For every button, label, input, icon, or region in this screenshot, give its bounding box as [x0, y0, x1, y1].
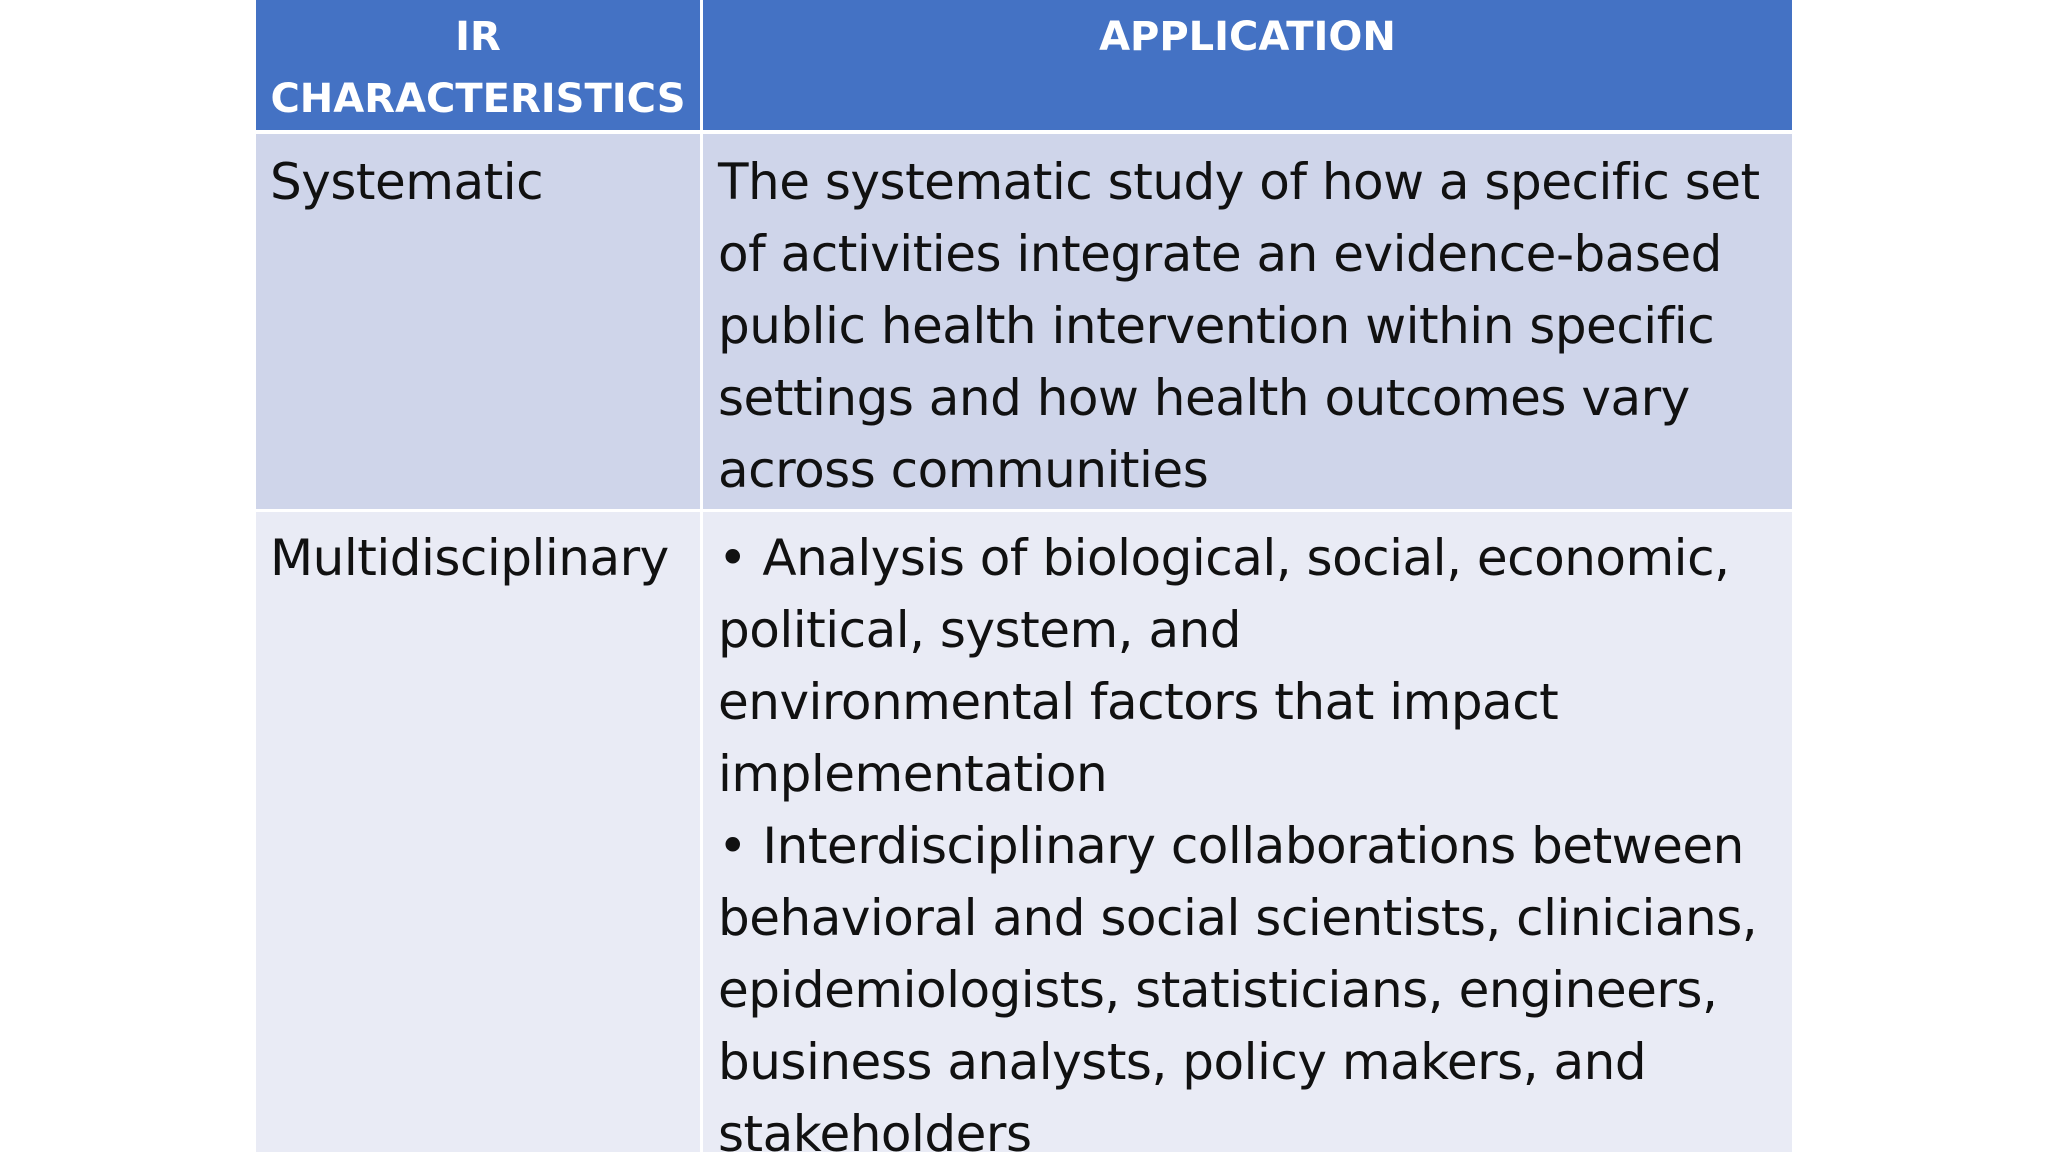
header-ir-characteristics [256, 0, 703, 134]
application-line: settings and how health outcomes vary [718, 369, 1690, 427]
application-line: epidemiologists, statisticians, engineers, [718, 961, 1718, 1019]
table-row-systematic [256, 134, 1792, 512]
application-line: The systematic study of how a specific set [718, 153, 1760, 211]
application-line: public health intervention within specific [718, 297, 1715, 355]
application-line: implementation [718, 745, 1108, 803]
header-ir-characteristics-line: CHARACTERISTICS [270, 76, 686, 122]
application-line: of activities integrate an evidence-based [718, 225, 1722, 283]
application-cell [703, 512, 1792, 1152]
characteristic-cell: Multidisciplinary [256, 512, 703, 1152]
application-cell [703, 134, 1792, 512]
application-line: stakeholders [718, 1105, 1032, 1152]
header-application: APPLICATION [703, 0, 1792, 134]
header-ir-characteristics-line: IR [455, 14, 501, 60]
application-line: • Interdisciplinary collaborations between [718, 817, 1744, 875]
application-line: • Analysis of biological, social, economic, [718, 529, 1730, 587]
application-line: behavioral and social scientists, clinicians, [718, 889, 1758, 947]
application-line: environmental factors that impact [718, 673, 1559, 731]
table-row-multidisciplinary [256, 512, 1792, 1152]
table-header-row [256, 0, 1792, 134]
characteristic-cell: Systematic [256, 134, 703, 512]
application-line: across communities [718, 441, 1209, 499]
application-line: business analysts, policy makers, and [718, 1033, 1647, 1091]
application-line: political, system, and [718, 601, 1242, 659]
ir-characteristics-table [256, 0, 1792, 1152]
